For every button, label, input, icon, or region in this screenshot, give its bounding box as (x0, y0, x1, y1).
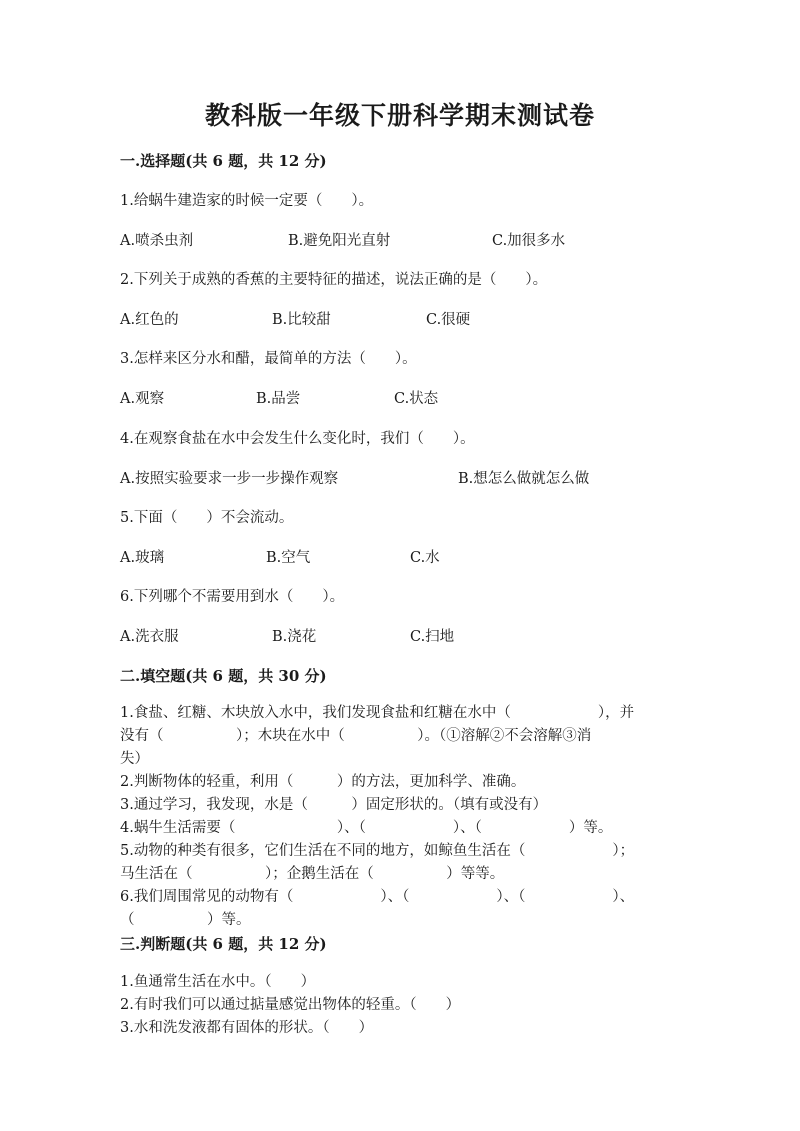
fill-line: （ ）等。 (120, 912, 251, 928)
option: C.扫地 (410, 629, 455, 645)
option: B.品尝 (256, 391, 301, 407)
option: A.按照实验要求一步一步操作观察 (120, 471, 339, 487)
question-stem: 4.在观察食盐在水中会发生什么变化时，我们（ ）。 (120, 431, 475, 447)
option-row (120, 546, 720, 566)
question-stem: 6.下列哪个不需要用到水（ ）。 (120, 589, 345, 605)
question-stem: 1.给蜗牛建造家的时候一定要（ ）。 (120, 193, 374, 209)
fill-line: 1.食盐、红糖、木块放入水中，我们发现食盐和红糖在水中（ ），并 (120, 705, 635, 721)
option: C.水 (410, 550, 440, 566)
option: A.洗衣服 (120, 629, 179, 645)
section-heading-choice: 一.选择题(共 6 题，共 12 分) (120, 152, 327, 170)
judge-item: 2.有时我们可以通过掂量感觉出物体的轻重。（ ） (120, 997, 461, 1013)
judge-item: 1.鱼通常生活在水中。（ ） (120, 974, 316, 990)
option-row (120, 625, 720, 645)
question-stem: 2.下列关于成熟的香蕉的主要特征的描述，说法正确的是（ ）。 (120, 272, 548, 288)
option: C.很硬 (426, 312, 471, 328)
judge-item: 3.水和洗发液都有固体的形状。（ ） (120, 1020, 374, 1036)
option: B.比较甜 (272, 312, 331, 328)
fill-line: 5.动物的种类有很多，它们生活在不同的地方，如鲸鱼生活在（ ）； (120, 843, 635, 859)
option: B.浇花 (272, 629, 317, 645)
fill-line: 失） (120, 751, 149, 767)
fill-line: 4.蜗牛生活需要（ ）、（ ）、（ ）等。 (120, 820, 613, 836)
option: B.避免阳光直射 (288, 233, 391, 249)
fill-line: 6.我们周围常见的动物有（ ）、（ ）、（ ）、 (120, 889, 635, 905)
option-row (120, 308, 720, 328)
section-heading-fill: 二.填空题(共 6 题，共 30 分) (120, 667, 327, 685)
question-stem: 3.怎样来区分水和醋，最简单的方法（ ）。 (120, 351, 417, 367)
option: A.玻璃 (120, 550, 165, 566)
option-row (120, 467, 720, 487)
option: C.加很多水 (492, 233, 566, 249)
option: A.观察 (120, 391, 165, 407)
question-stem: 5.下面（ ）不会流动。 (120, 510, 294, 526)
fill-line: 没有（ ）；木块在水中（ ）。（①溶解②不会溶解③消 (120, 728, 592, 744)
option: B.空气 (266, 550, 311, 566)
option-row (120, 229, 720, 249)
fill-questions (120, 702, 685, 932)
exam-title: 教科版一年级下册科学期末测试卷 (204, 101, 595, 130)
option-row (120, 387, 720, 407)
fill-line: 2.判断物体的轻重，利用（ ）的方法，更加科学、准确。 (120, 774, 526, 790)
option: C.状态 (394, 391, 439, 407)
option: A.红色的 (120, 312, 179, 328)
option: B.想怎么做就怎么做 (458, 471, 590, 487)
option: A.喷杀虫剂 (120, 233, 194, 249)
section-heading-judge: 三.判断题(共 6 题，共 12 分) (120, 935, 327, 953)
fill-line: 3.通过学习，我发现，水是（ ）固定形状的。（填有或没有） (120, 797, 548, 813)
fill-line: 马生活在（ ）；企鹅生活在（ ）等等。 (120, 866, 505, 882)
